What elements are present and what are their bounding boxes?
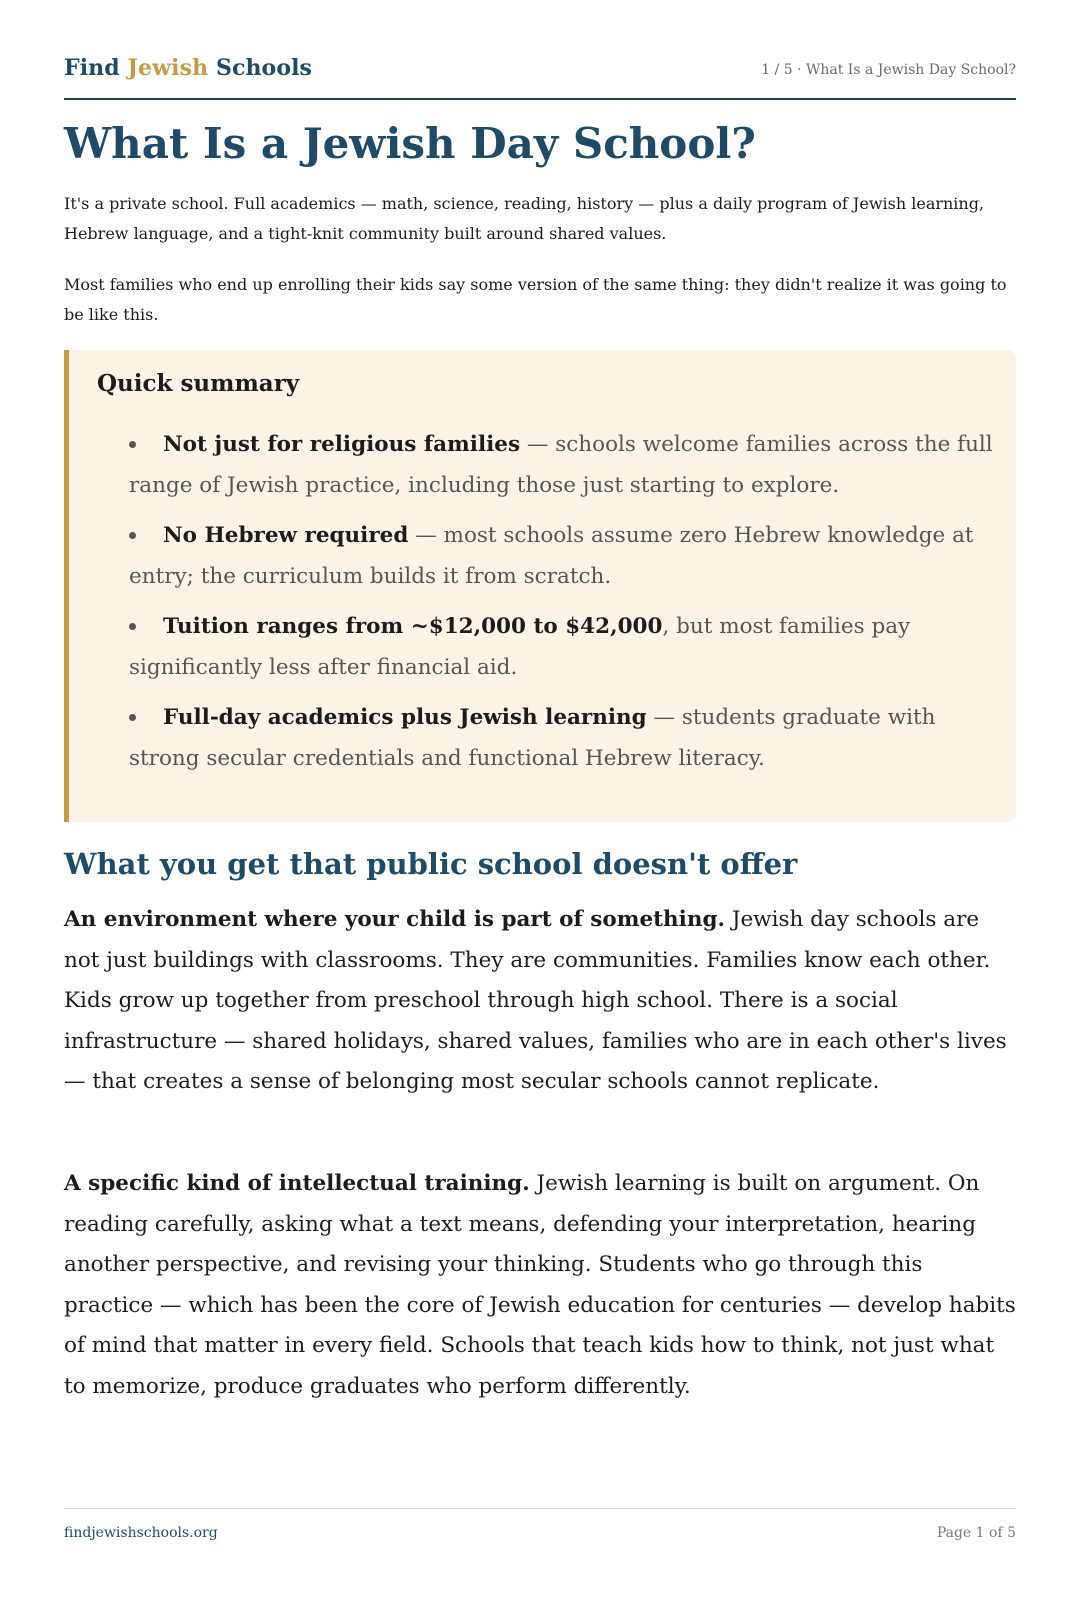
brand-jewish: Jewish [127,55,209,81]
site-logo[interactable] [64,55,312,81]
summary-item-bold: No Hebrew required [163,523,409,548]
summary-list [129,424,994,788]
page-title: What Is a Jewish Day School? [64,119,756,168]
page-header [64,52,1016,100]
page-footer [64,1508,1016,1541]
paragraph-text: Jewish learning is built on argument. On reading carefully, asking what a text means, defending your interpretation, hearing another perspective, and revising your thinking. Students who go through this practice — which has been the core of Jewish education for centuries — develop habits of mind that matter in every field. Schools that teach kids how to think, not just what to memorize, produce graduates who perform differently. [64,1171,1016,1399]
paragraph-text: Jewish day schools are not just buildings with classrooms. They are communities. Families know each other. Kids grow up together from preschool through high school. There is a social infrastructure — shared holidays, shared values, families who are in each other's lives — that creates a sense of belonging most secular schools cannot replicate. [64,907,1007,1094]
section-heading: What you get that public school doesn't offer [64,847,798,881]
brand-schools: Schools [208,55,313,81]
summary-item [129,606,994,688]
paragraph-lead: An environment where your child is part of something. [64,907,725,932]
summary-item [129,697,994,779]
paragraph-lead: A specific kind of intellectual training. [64,1171,530,1196]
footer-site-link[interactable]: findjewishschools.org [64,1525,218,1541]
body-paragraph [64,1164,1016,1407]
summary-item-text: , but most families pay significantly less after financial aid. [129,614,911,680]
summary-item [129,424,994,506]
intro-paragraph: It's a private school. Full academics — math, science, reading, history — plus a daily program of Jewish learning, Hebrew language, and a tight-knit community built around shared values. [64,194,985,243]
page [64,0,1016,1600]
breadcrumb: 1 / 5 · What Is a Jewish Day School? [761,62,1016,78]
summary-item-bold: Not just for religious families [163,432,521,457]
summary-item-bold: Tuition ranges from ~$12,000 to $42,000 [163,614,663,639]
body-paragraph [64,900,1016,1103]
intro-paragraph: Most families who end up enrolling their kids say some version of the same thing: they didn't realize it was going to be like this. [64,275,1007,324]
brand-find: Find [64,55,128,81]
summary-item-text: — most schools assume zero Hebrew knowledge at entry; the curriculum builds it from scratch. [129,523,974,589]
quick-summary-box [64,350,1016,822]
summary-item-text: — students graduate with strong secular credentials and functional Hebrew literacy. [129,705,936,771]
summary-item-bold: Full-day academics plus Jewish learning [163,705,647,730]
summary-item [129,515,994,597]
summary-item-text: — schools welcome families across the full range of Jewish practice, including those just starting to explore. [129,432,993,498]
summary-heading: Quick summary [97,370,300,397]
page-number: Page 1 of 5 [936,1525,1016,1541]
